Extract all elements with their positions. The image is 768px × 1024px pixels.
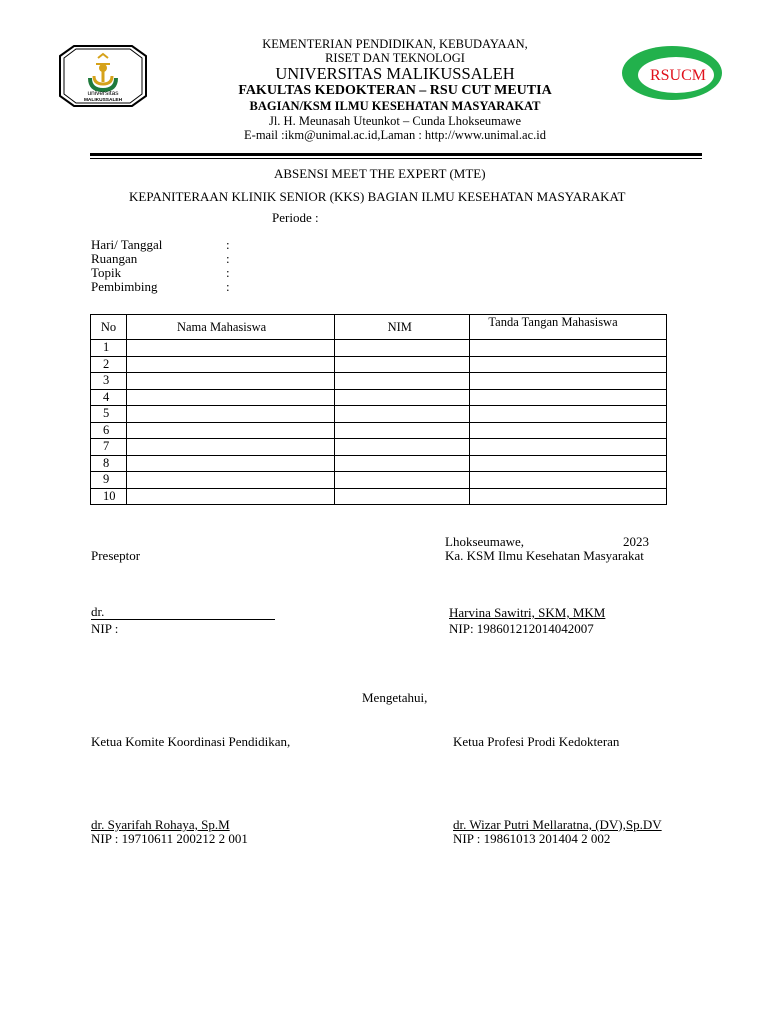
komite-name: dr. Syarifah Rohaya, Sp.M: [91, 817, 230, 832]
table-row: [91, 472, 667, 489]
nim-cell[interactable]: [334, 422, 470, 439]
name-cell[interactable]: [126, 389, 334, 406]
attendance-table: [90, 314, 667, 505]
name-cell[interactable]: [126, 340, 334, 357]
field-sep-room: :: [226, 251, 230, 266]
period-label: Periode :: [272, 210, 319, 225]
nim-cell[interactable]: [334, 488, 470, 505]
name-cell[interactable]: [126, 455, 334, 472]
signature-cell[interactable]: [470, 406, 667, 423]
table-row: [91, 422, 667, 439]
ketua-komite-label: Ketua Komite Koordinasi Pendidikan,: [91, 734, 291, 749]
name-cell[interactable]: [126, 373, 334, 390]
komite-nip: NIP : 19710611 200212 2 001: [91, 831, 248, 846]
field-label-topic: Topik: [91, 265, 122, 280]
year: 2023: [623, 534, 649, 549]
faculty-name: FAKULTAS KEDOKTERAN – RSU CUT MEUTIA: [238, 83, 552, 98]
nim-cell[interactable]: [334, 389, 470, 406]
nim-cell[interactable]: [334, 406, 470, 423]
header-no: No: [91, 315, 127, 340]
field-sep-supervisor: :: [226, 279, 230, 294]
ministry-line-1: KEMENTERIAN PENDIDIKAN, KEBUDAYAAN,: [262, 37, 528, 51]
row-number: 2: [91, 356, 127, 373]
signature-cell[interactable]: [470, 472, 667, 489]
document-title: ABSENSI MEET THE EXPERT (MTE): [274, 166, 486, 181]
table-row: [91, 488, 667, 505]
row-number: 4: [91, 389, 127, 406]
ministry-line-2: RISET DAN TEKNOLOGI: [325, 51, 465, 65]
address-line: Jl. H. Meunasah Uteunkot – Cunda Lhokseumawe: [268, 114, 522, 128]
ka-ksm-nip: NIP: 198601212014042007: [449, 621, 594, 636]
name-cell[interactable]: [126, 488, 334, 505]
nim-cell[interactable]: [334, 439, 470, 456]
preseptor-label: Preseptor: [91, 548, 141, 563]
row-number: 3: [91, 373, 127, 390]
signature-cell[interactable]: [470, 455, 667, 472]
logo-text-universitas: universitas: [87, 90, 119, 97]
field-sep-date: :: [226, 237, 230, 252]
letterhead-rule-thin: [90, 158, 702, 159]
rsucm-logo-text: RSUCM: [649, 67, 707, 84]
nim-cell[interactable]: [334, 356, 470, 373]
department-name: BAGIAN/KSM ILMU KESEHATAN MASYARAKAT: [249, 99, 541, 113]
nim-cell[interactable]: [334, 455, 470, 472]
place-date: Lhokseumawe,: [445, 534, 525, 549]
signature-cell[interactable]: [470, 422, 667, 439]
ka-ksm-label: Ka. KSM Ilmu Kesehatan Masyarakat: [445, 548, 644, 563]
row-number: 10: [91, 488, 127, 505]
row-number: 8: [91, 455, 127, 472]
ketua-profesi-label: Ketua Profesi Prodi Kedokteran: [453, 734, 620, 749]
row-number: 5: [91, 406, 127, 423]
header-signature: Tanda Tangan Mahasiswa: [470, 315, 667, 340]
name-cell[interactable]: [126, 439, 334, 456]
name-cell[interactable]: [126, 356, 334, 373]
table-row: [91, 439, 667, 456]
profesi-nip: NIP : 19861013 201404 2 002: [453, 831, 611, 846]
row-number: 9: [91, 472, 127, 489]
signature-cell[interactable]: [470, 356, 667, 373]
ka-ksm-name: Harvina Sawitri, SKM, MKM: [449, 605, 606, 620]
logo-text-malikussaleh: MALIKUSSALEH: [83, 98, 123, 103]
contact-line: E-mail :ikm@unimal.ac.id,Laman : http://www.unimal.ac.id: [244, 128, 546, 142]
profesi-name: dr. Wizar Putri Mellaratna, (DV),Sp.DV: [453, 817, 662, 832]
table-row: [91, 340, 667, 357]
mengetahui-label: Mengetahui,: [362, 690, 428, 705]
letterhead-rule-thick: [90, 153, 702, 156]
table-row: [91, 406, 667, 423]
field-label-room: Ruangan: [91, 251, 138, 266]
signature-cell[interactable]: [470, 389, 667, 406]
universitas-malikussaleh-logo: [54, 42, 152, 110]
field-label-supervisor: Pembimbing: [91, 279, 158, 294]
row-number: 6: [91, 422, 127, 439]
row-number: 1: [91, 340, 127, 357]
name-cell[interactable]: [126, 422, 334, 439]
table-row: [91, 373, 667, 390]
document-subtitle: KEPANITERAAN KLINIK SENIOR (KKS) BAGIAN ILMU KESEHATAN MASYARAKAT: [129, 189, 626, 204]
nim-cell[interactable]: [334, 373, 470, 390]
nim-cell[interactable]: [334, 472, 470, 489]
signature-cell[interactable]: [470, 373, 667, 390]
nim-cell[interactable]: [334, 340, 470, 357]
field-sep-topic: :: [226, 265, 230, 280]
header-nim: NIM: [334, 315, 470, 340]
dr-prefix: dr.: [91, 604, 105, 619]
row-number: 7: [91, 439, 127, 456]
table-row: [91, 389, 667, 406]
signature-cell[interactable]: [470, 488, 667, 505]
university-name: UNIVERSITAS MALIKUSSALEH: [275, 64, 515, 83]
preseptor-nip: NIP :: [91, 621, 119, 636]
name-cell[interactable]: [126, 406, 334, 423]
header-name: Nama Mahasiswa: [126, 315, 334, 340]
table-row: [91, 455, 667, 472]
rsucm-logo: [620, 44, 724, 102]
signature-cell[interactable]: [470, 340, 667, 357]
signature-cell[interactable]: [470, 439, 667, 456]
field-label-date: Hari/ Tanggal: [91, 237, 163, 252]
preseptor-signature-line: [91, 605, 275, 620]
table-row: [91, 356, 667, 373]
name-cell[interactable]: [126, 472, 334, 489]
